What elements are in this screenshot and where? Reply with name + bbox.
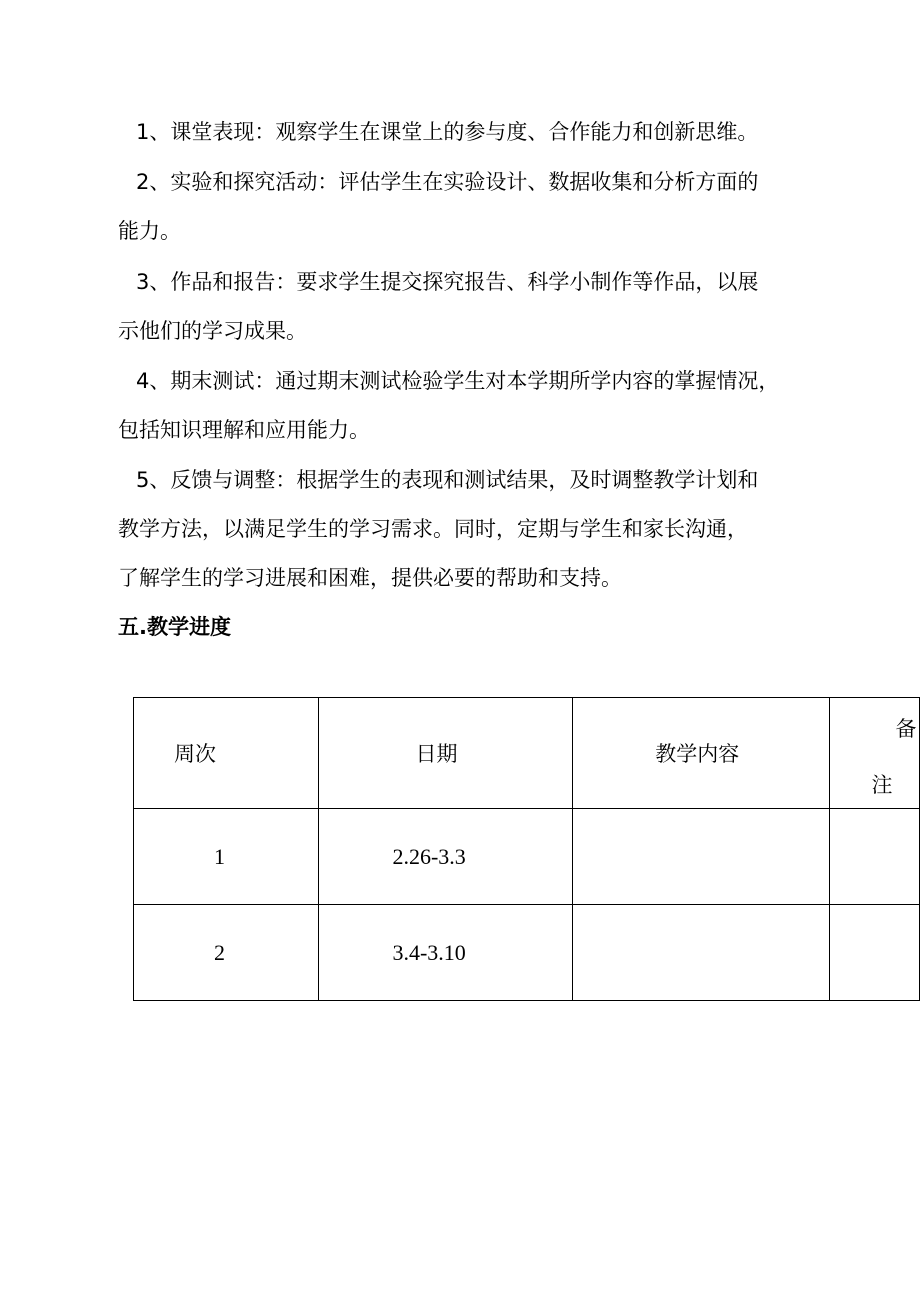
header-date: 日期 (319, 698, 573, 809)
header-content: 教学内容 (573, 698, 829, 809)
assessment-item-1 (136, 108, 796, 157)
item-4-line-1: 4、期末测试：通过期末测试检验学生对本学期所学内容的掌握情况， (136, 369, 780, 393)
item-1-line-1: 1、课堂表现：观察学生在课堂上的参与度、合作能力和创新思维。 (136, 120, 759, 144)
assessment-item-2 (118, 158, 796, 256)
row-2-week: 2 (134, 905, 319, 1001)
row-1-content (573, 809, 829, 905)
item-5-line-1: 5、反馈与调整：根据学生的表现和测试结果，及时调整教学计划和 (136, 468, 759, 492)
row-2-content (573, 905, 829, 1001)
section-heading: 五.教学进度 (118, 615, 231, 639)
item-3-line-1: 3、作品和报告：要求学生提交探究报告、科学小制作等作品，以展 (136, 270, 759, 294)
schedule-table (133, 697, 920, 1001)
row-2-date: 3.4-3.10 (319, 905, 573, 1001)
header-note-part2: 注 (871, 773, 893, 797)
row-1-note (829, 809, 919, 905)
header-note-wrap (830, 698, 919, 808)
table-header-row (134, 698, 920, 809)
item-5-line-2: 教学方法，以满足学生的学习需求。同时，定期与学生和家长沟通， (118, 517, 748, 541)
header-week: 周次 (134, 698, 319, 809)
table-row (134, 809, 920, 905)
row-1-date: 2.26-3.3 (319, 809, 573, 905)
item-5-line-3: 了解学生的学习进展和困难，提供必要的帮助和支持。 (118, 566, 622, 590)
row-1-week: 1 (134, 809, 319, 905)
row-2-note (829, 905, 919, 1001)
header-note-part1: 备 (895, 717, 917, 741)
assessment-item-5 (118, 456, 796, 603)
item-2-line-1: 2、实验和探究活动：评估学生在实验设计、数据收集和分析方面的 (136, 170, 759, 194)
header-note (829, 698, 919, 809)
table-row (134, 905, 920, 1001)
item-3-line-2: 示他们的学习成果。 (118, 319, 307, 343)
assessment-item-3 (118, 258, 796, 356)
assessment-item-4 (118, 357, 796, 455)
item-4-line-2: 包括知识理解和应用能力。 (118, 418, 370, 442)
item-2-line-2: 能力。 (118, 219, 181, 243)
